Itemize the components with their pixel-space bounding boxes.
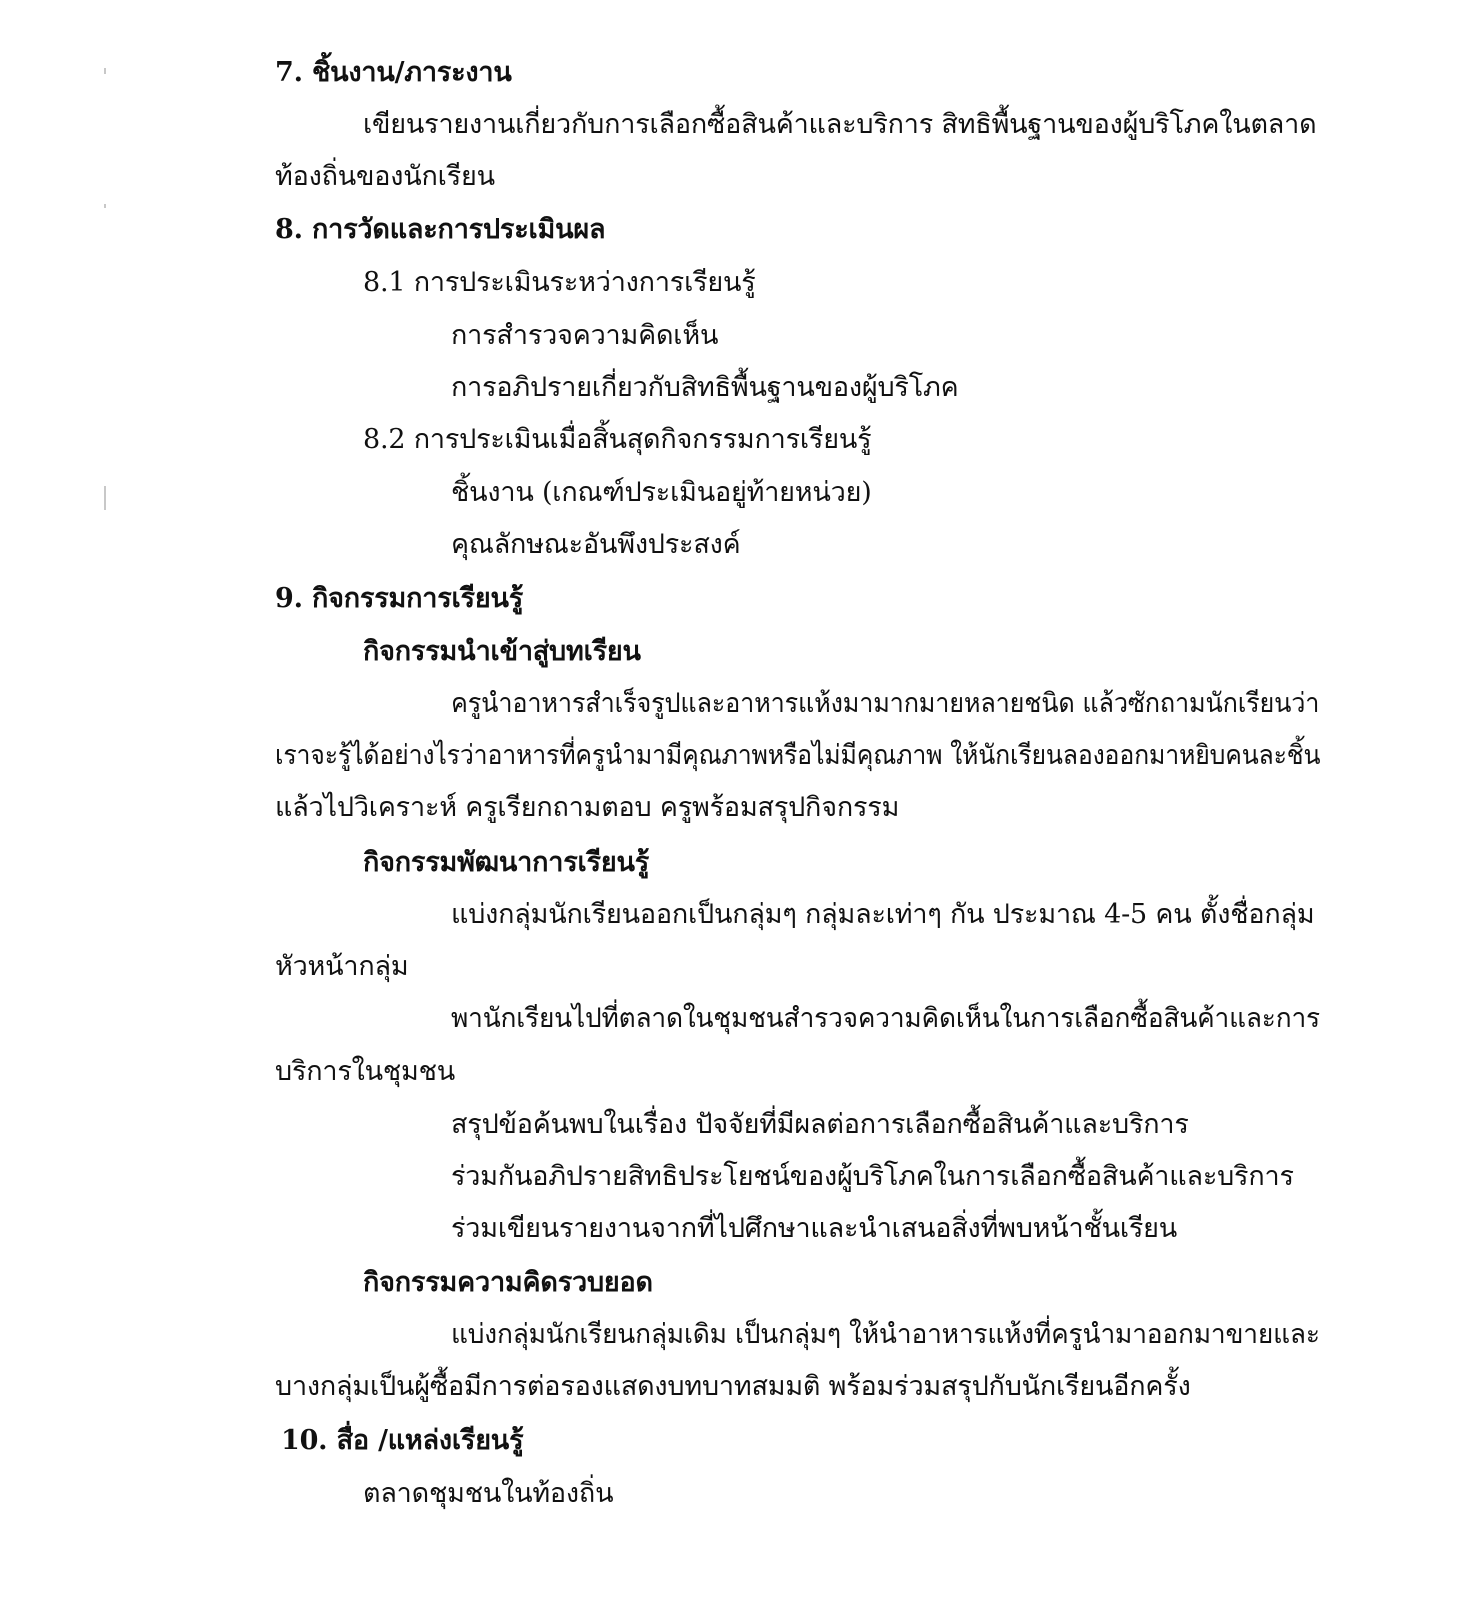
section-8-1-item: การสำรวจความคิดเห็น	[451, 320, 719, 351]
scan-speck	[104, 204, 106, 208]
section-8-2-title: 8.2 การประเมินเมื่อสิ้นสุดกิจกรรมการเรียนรู้	[363, 424, 872, 455]
develop-activity-line: สรุปข้อค้นพบในเรื่อง ปัจจัยที่มีผลต่อการเลือกซื้อสินค้าและบริการ	[451, 1109, 1189, 1140]
intro-activity-line: แล้วไปวิเคราะห์ ครูเรียกถามตอบ ครูพร้อมสรุปกิจกรรม	[275, 792, 900, 823]
section-8-1-item: การอภิปรายเกี่ยวกับสิทธิพื้นฐานของผู้บริโภค	[451, 372, 959, 403]
develop-activity-line: พานักเรียนไปที่ตลาดในชุมชนสำรวจความคิดเห็นในการเลือกซื้อสินค้าและการ	[451, 1003, 1320, 1034]
develop-activity-line: ร่วมกันอภิปรายสิทธิประโยชน์ของผู้บริโภคในการเลือกซื้อสินค้าและบริการ	[451, 1161, 1294, 1192]
intro-activity-line: เราจะรู้ได้อย่างไรว่าอาหารที่ครูนำมามีคุณภาพหรือไม่มีคุณภาพ ให้นักเรียนลองออกมาหยิบคนละชิ้น	[275, 740, 1321, 771]
section-10-item: ตลาดชุมชนในท้องถิ่น	[363, 1478, 614, 1509]
scan-speck	[104, 486, 106, 510]
conclude-activity-line: บางกลุ่มเป็นผู้ซื้อมีการต่อรองแสดงบทบาทสมมติ พร้อมร่วมสรุปกับนักเรียนอีกครั้ง	[275, 1371, 1191, 1402]
intro-activity-title: กิจกรรมนำเข้าสู่บทเรียน	[363, 636, 641, 667]
develop-activity-line: ร่วมเขียนรายงานจากที่ไปศึกษาและนำเสนอสิ่งที่พบหน้าชั้นเรียน	[451, 1213, 1178, 1244]
section-10-heading: 10. สื่อ /แหล่งเรียนรู้	[281, 1425, 524, 1456]
section-9-heading: 9. กิจกรรมการเรียนรู้	[275, 583, 524, 614]
develop-activity-title: กิจกรรมพัฒนาการเรียนรู้	[363, 847, 650, 878]
conclude-activity-title: กิจกรรมความคิดรวบยอด	[363, 1267, 653, 1298]
section-7-body-line: เขียนรายงานเกี่ยวกับการเลือกซื้อสินค้าและบริการ สิทธิพื้นฐานของผู้บริโภคในตลาด	[363, 109, 1317, 140]
scan-speck	[104, 68, 106, 74]
develop-activity-line: หัวหน้ากลุ่ม	[275, 951, 409, 982]
section-7-body-line: ท้องถิ่นของนักเรียน	[275, 161, 495, 192]
develop-activity-line: แบ่งกลุ่มนักเรียนออกเป็นกลุ่มๆ กลุ่มละเท่าๆ กัน ประมาณ 4-5 คน ตั้งชื่อกลุ่ม	[451, 899, 1315, 930]
section-8-heading: 8. การวัดและการประเมินผล	[275, 214, 606, 245]
section-8-2-item: ชิ้นงาน (เกณฑ์ประเมินอยู่ท้ายหน่วย)	[451, 477, 872, 508]
section-8-1-title: 8.1 การประเมินระหว่างการเรียนรู้	[363, 267, 756, 298]
intro-activity-line: ครูนำอาหารสำเร็จรูปและอาหารแห้งมามากมายหลายชนิด แล้วซักถามนักเรียนว่า	[451, 688, 1320, 719]
section-8-2-item: คุณลักษณะอันพึงประสงค์	[451, 529, 741, 560]
section-7-heading: 7. ชิ้นงาน/ภาระงาน	[275, 57, 512, 88]
conclude-activity-line: แบ่งกลุ่มนักเรียนกลุ่มเดิม เป็นกลุ่มๆ ให้นำอาหารแห้งที่ครูนำมาออกมาขายและ	[451, 1319, 1320, 1350]
develop-activity-line: บริการในชุมชน	[275, 1056, 455, 1087]
